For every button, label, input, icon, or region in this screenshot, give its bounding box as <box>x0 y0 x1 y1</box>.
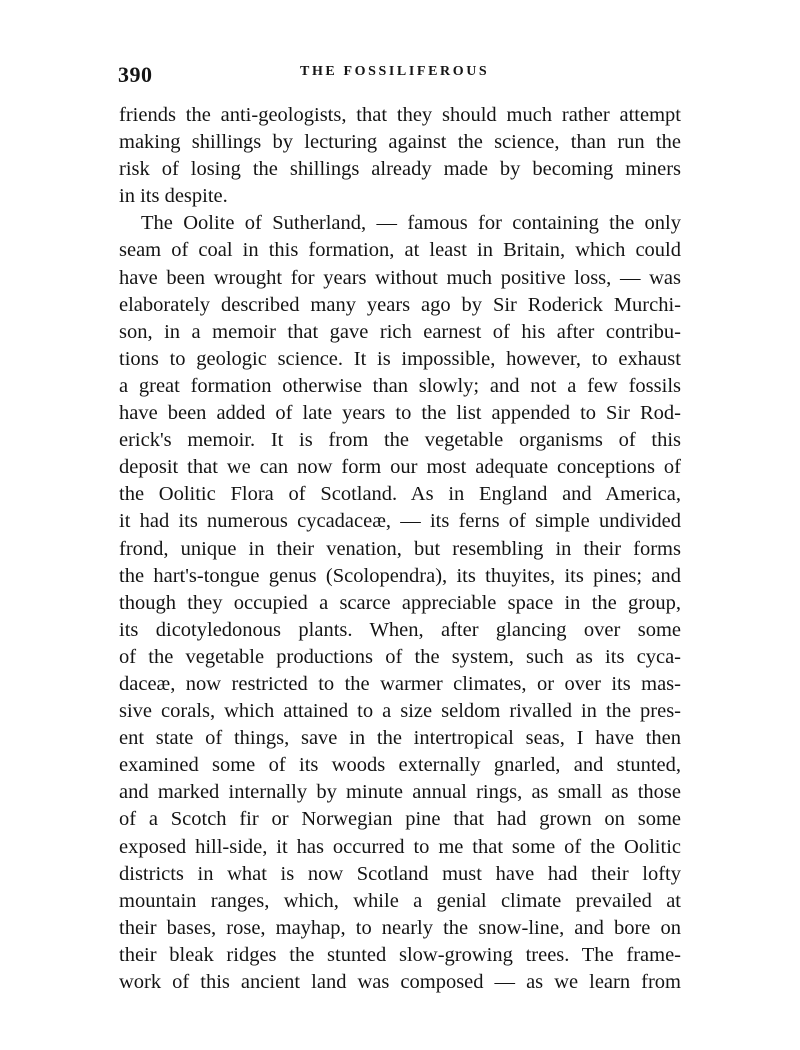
text-line: its dicotyledonous plants. When, after glancing over some <box>119 618 681 641</box>
text-line: work of this ancient land was composed — as we learn from <box>119 971 681 993</box>
text-line: their bleak ridges the stunted slow-growing trees. The frame- <box>119 943 681 966</box>
text-line: of the vegetable productions of the system, such as its cyca- <box>119 645 681 668</box>
text-line: the hart's-tongue genus (Scolopendra), its thuyites, its pines; and <box>119 564 681 587</box>
text-line: sive corals, which attained to a size seldom rivalled in the pres- <box>119 700 681 723</box>
text-line: frond, unique in their venation, but resembling in their forms <box>119 537 681 560</box>
text-line: ent state of things, save in the intertropical seas, I have then <box>119 727 681 750</box>
text-line: deposit that we can now form our most adequate conceptions of <box>119 456 681 479</box>
text-line: son, in a memoir that gave rich earnest of his after contribu- <box>119 320 681 343</box>
text-line: of a Scotch fir or Norwegian pine that had grown on some <box>119 808 681 831</box>
text-line: and marked internally by minute annual rings, as small as those <box>119 781 681 804</box>
text-line: friends the anti-geologists, that they should much rather attempt <box>119 104 681 126</box>
text-line: risk of losing the shillings already made by becoming miners <box>119 158 681 181</box>
text-line: erick's memoir. It is from the vegetable organisms of this <box>119 429 681 452</box>
text-line: seam of coal in this formation, at least in Britain, which could <box>119 239 681 262</box>
text-line: though they occupied a scarce appreciable space in the group, <box>119 591 681 614</box>
text-line: their bases, rose, mayhap, to nearly the snow-line, and bore on <box>119 916 681 939</box>
body-text <box>119 102 681 996</box>
text-line: the Oolitic Flora of Scotland. As in England and America, <box>119 483 681 506</box>
text-line: examined some of its woods externally gnarled, and stunted, <box>119 754 681 777</box>
text-line: tions to geologic science. It is impossible, however, to exhaust <box>119 347 681 370</box>
text-line: making shillings by lecturing against the science, than run the <box>119 131 681 154</box>
page-number: 390 <box>118 62 153 87</box>
text-line: have been wrought for years without much positive loss, — was <box>119 266 681 289</box>
text-line: in its despite. <box>119 185 228 208</box>
text-line: it had its numerous cycadaceæ, — its ferns of simple undivided <box>119 510 681 533</box>
text-line: districts in what is now Scotland must have had their lofty <box>119 862 681 885</box>
text-line: elaborately described many years ago by Sir Roderick Murchi- <box>119 293 681 316</box>
text-line: mountain ranges, which, while a genial climate prevailed at <box>119 889 681 912</box>
running-title: THE FOSSILIFEROUS <box>300 64 490 79</box>
text-line: a great formation otherwise than slowly; and not a few fossils <box>119 374 681 397</box>
text-line: exposed hill-side, it has occurred to me that some of the Oolitic <box>119 835 681 858</box>
text-line: daceæ, now restricted to the warmer climates, or over its mas- <box>119 672 681 695</box>
text-line: The Oolite of Sutherland, — famous for containing the only <box>141 212 681 235</box>
text-line: have been added of late years to the list appended to Sir Rod- <box>119 402 681 425</box>
